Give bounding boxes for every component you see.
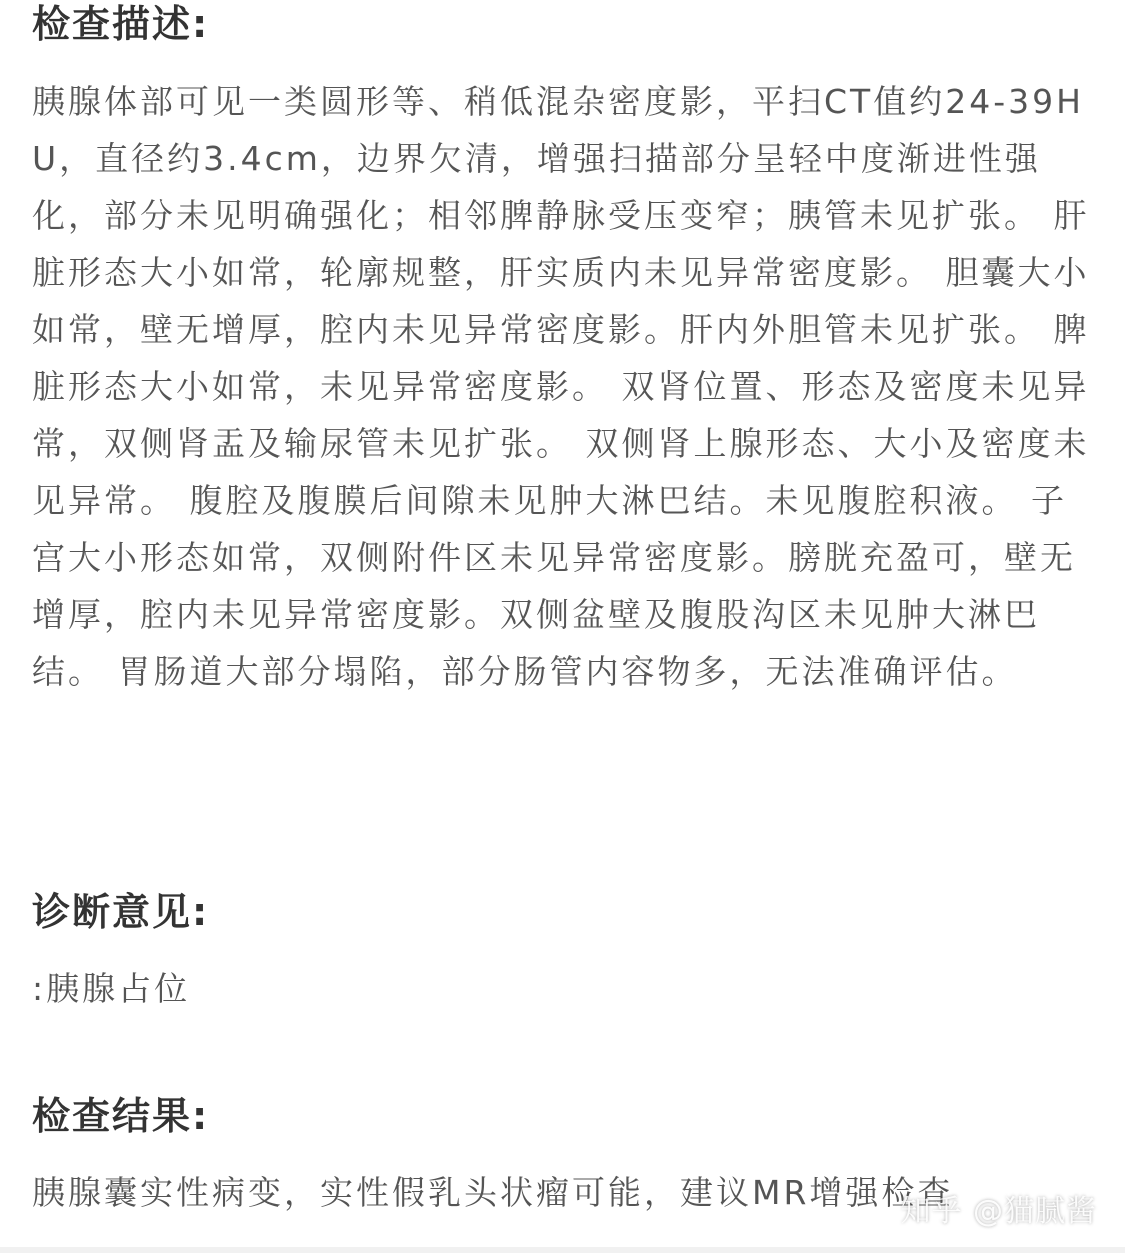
watermark: 知乎 @猫腻酱 (900, 1194, 1097, 1229)
section-title-diagnosis: 诊断意见: (32, 890, 210, 934)
diagnosis-text: :胰腺占位 (32, 969, 191, 1008)
description-text: 胰腺体部可见一类圆形等、稍低混杂密度影，平扫CT值约24-39HU，直径约3.4cm，边界欠清，增强扫描部分呈轻中度渐进性强化，部分未见明确强化；相邻脾静脉受压变窄；胰管未见扩张。 肝脏形态大小如常，轮廓规整，肝实质内未见异常密度影。 胆囊大小如常，壁无增厚，腔内未见异常密度影。肝内外胆管未见扩张。 脾脏形态大小如常，未见异常密度影。 双肾位置、形态及密度未见异常，双侧肾盂及输尿管未见扩张。 双侧肾上腺形态、大小及密度未见异常。 腹腔及腹膜后间隙未见肿大淋巴结。未见腹腔积液。 子宫大小形态如常，双侧附件区未见异常密度影。膀胱充盈可，壁无增厚，腔内未见异常密度影。双侧盆壁及腹股沟区未见肿大淋巴结。 胃肠道大部分塌陷，部分肠管内容物多，无法准确评估。 (32, 82, 1090, 691)
bottom-divider (0, 1247, 1125, 1253)
result-text: 胰腺囊实性病变，实性假乳头状瘤可能，建议MR增强检查 (32, 1173, 954, 1212)
section-title-result: 检查结果: (32, 1094, 210, 1138)
section-title-description: 检查描述: (32, 2, 210, 46)
